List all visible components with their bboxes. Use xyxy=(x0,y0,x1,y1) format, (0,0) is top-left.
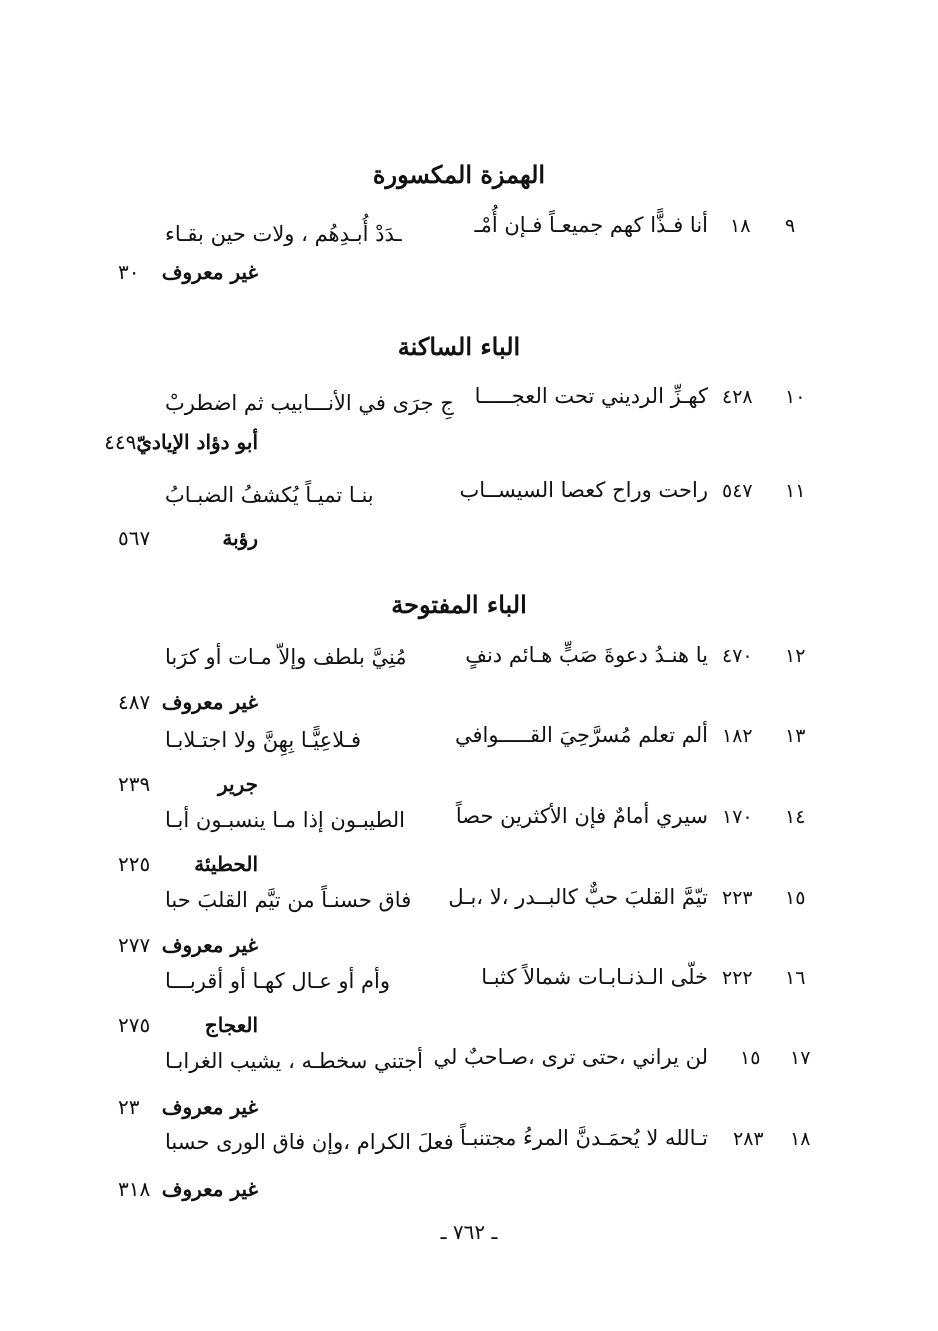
poet-page-ref: ٣٠ xyxy=(118,260,140,284)
verse-second-hemistich: فاق حسنـاً من تيَّم القلبَ حبا xyxy=(165,888,412,912)
verse-second-hemistich: ـدَدْ أُبـدِهُم ، ولات حين بقـاء xyxy=(165,222,402,246)
poet-page-ref: ٥٦٧ xyxy=(118,526,151,550)
poet-name: رؤبة xyxy=(222,526,258,550)
verse-attribution xyxy=(118,1095,258,1119)
poet-page-ref: ٣١٨ xyxy=(118,1177,151,1201)
poet-name: العجاج xyxy=(204,1013,258,1037)
verse-number: ١٠ xyxy=(785,386,806,408)
poet-page-ref: ٢٢٥ xyxy=(118,852,151,876)
verse-number: ١٨ xyxy=(790,1128,811,1150)
verse-attribution xyxy=(118,933,258,957)
verse-attribution xyxy=(118,852,258,876)
verse-page: ١٧٠ xyxy=(722,806,753,828)
poet-page-ref: ٢٧٧ xyxy=(118,933,151,957)
section-heading: الباء الساكنة xyxy=(397,332,521,361)
poet-name: الحطيئة xyxy=(194,852,258,876)
poet-name: غير معروف xyxy=(161,690,258,714)
poet-page-ref: ٢٧٥ xyxy=(118,1013,151,1037)
verse-first-hemistich: ألم تعلم مُسرَّحِيَ القـــــوافي xyxy=(454,723,708,747)
verse-number: ١٧ xyxy=(790,1047,811,1069)
verse-number: ٩ xyxy=(785,215,796,237)
verse-first-hemistich: سيري أمامٌ فإن الأكثرين حصاً xyxy=(455,804,708,828)
poet-name: غير معروف xyxy=(161,933,258,957)
verse-second-hemistich: وأم أو عـال كهـا أو أقربـــا xyxy=(165,969,391,993)
poet-name: جرير xyxy=(218,772,258,796)
verse-second-hemistich: بنـا تميـاً يُكشفُ الضبـابُ xyxy=(165,483,374,507)
verse-attribution xyxy=(118,260,258,284)
verse-page: ٤٧٠ xyxy=(722,645,753,667)
verse-second-hemistich: أجتني سخطـه ، يشيب الغرابـا xyxy=(165,1049,423,1073)
verse-first-hemistich: تيّمَّ القلبَ حبٌّ كالبــدر ،لا ،بـل xyxy=(448,885,708,909)
verse-attribution xyxy=(118,526,258,550)
poet-page-ref: ٢٣٩ xyxy=(118,772,151,796)
verse-first-hemistich: لن يراني ،حتى ترى ،صـاحبٌ لي xyxy=(433,1045,708,1069)
poet-name: غير معروف xyxy=(161,260,258,284)
verse-number: ١٣ xyxy=(785,725,806,747)
verse-first-hemistich: أنا فـذًّا كهم جميعـاً فـإن أُمْـ xyxy=(474,213,708,237)
verse-number: ١٢ xyxy=(785,645,806,667)
poet-page-ref: ٤٤٩ xyxy=(104,430,137,454)
verse-number: ١٤ xyxy=(785,806,806,828)
poet-name: أبو دؤاد الإياديّ xyxy=(136,430,258,454)
poet-page-ref: ٢٣ xyxy=(118,1095,140,1119)
page-number: ـ ٧٦٢ ـ xyxy=(440,1220,498,1244)
poet-name: غير معروف xyxy=(161,1095,258,1119)
verse-first-hemistich: خلّى الـذنـابـات شمالاً كثبـا xyxy=(481,965,708,989)
poet-page-ref: ٤٨٧ xyxy=(118,690,151,714)
verse-second-hemistich: مُنِيَّ بلطف وإلاّ مـات أو كرَبا xyxy=(165,645,407,669)
verse-number: ١٥ xyxy=(785,887,806,909)
verse-attribution xyxy=(118,772,258,796)
section-heading: الباء المفتوحة xyxy=(391,590,527,619)
verse-first-hemistich: تـالله لا يُحمَـدنَّ المرءُ مجتنبـاً xyxy=(459,1126,708,1150)
verse-attribution xyxy=(118,690,258,714)
verse-page: ١٨ xyxy=(730,215,751,237)
verse-page: ١٥ xyxy=(740,1047,761,1069)
verse-first-hemistich: راحت وراح كعصا السيســاب xyxy=(459,478,708,502)
verse-page: ١٨٢ xyxy=(722,725,753,747)
verse-second-hemistich: فـلاعِيًّـا بِهِنَّ ولا اجتـلابـا xyxy=(165,728,362,752)
section-heading: الهمزة المكسورة xyxy=(372,160,546,189)
verse-attribution xyxy=(104,430,258,454)
verse-attribution xyxy=(118,1177,258,1201)
verse-page: ٢٨٣ xyxy=(733,1128,764,1150)
verse-second-hemistich: فعلَ الكرام ،وإن فاق الورى حسبا xyxy=(165,1130,454,1154)
verse-page: ٥٤٧ xyxy=(722,480,753,502)
verse-page: ٢٢٢ xyxy=(722,967,753,989)
verse-number: ١٦ xyxy=(785,967,806,989)
verse-attribution xyxy=(118,1013,258,1037)
verse-page: ٤٢٨ xyxy=(722,386,753,408)
verse-number: ١١ xyxy=(785,480,806,502)
verse-first-hemistich: كهـزِّ الرديني تحت العجـــــا xyxy=(474,384,708,408)
verse-second-hemistich: الطيبـون إذا مـا ينسبـون أبـا xyxy=(165,808,405,832)
poet-name: غير معروف xyxy=(161,1177,258,1201)
verse-page: ٢٢٣ xyxy=(722,887,753,909)
verse-first-hemistich: يا هنـدُ دعوةَ صَبٍّ هـائم دنفٍ xyxy=(465,643,708,667)
verse-second-hemistich: جِ جرَى في الأنـــابيب ثم اضطربْ xyxy=(165,391,454,415)
